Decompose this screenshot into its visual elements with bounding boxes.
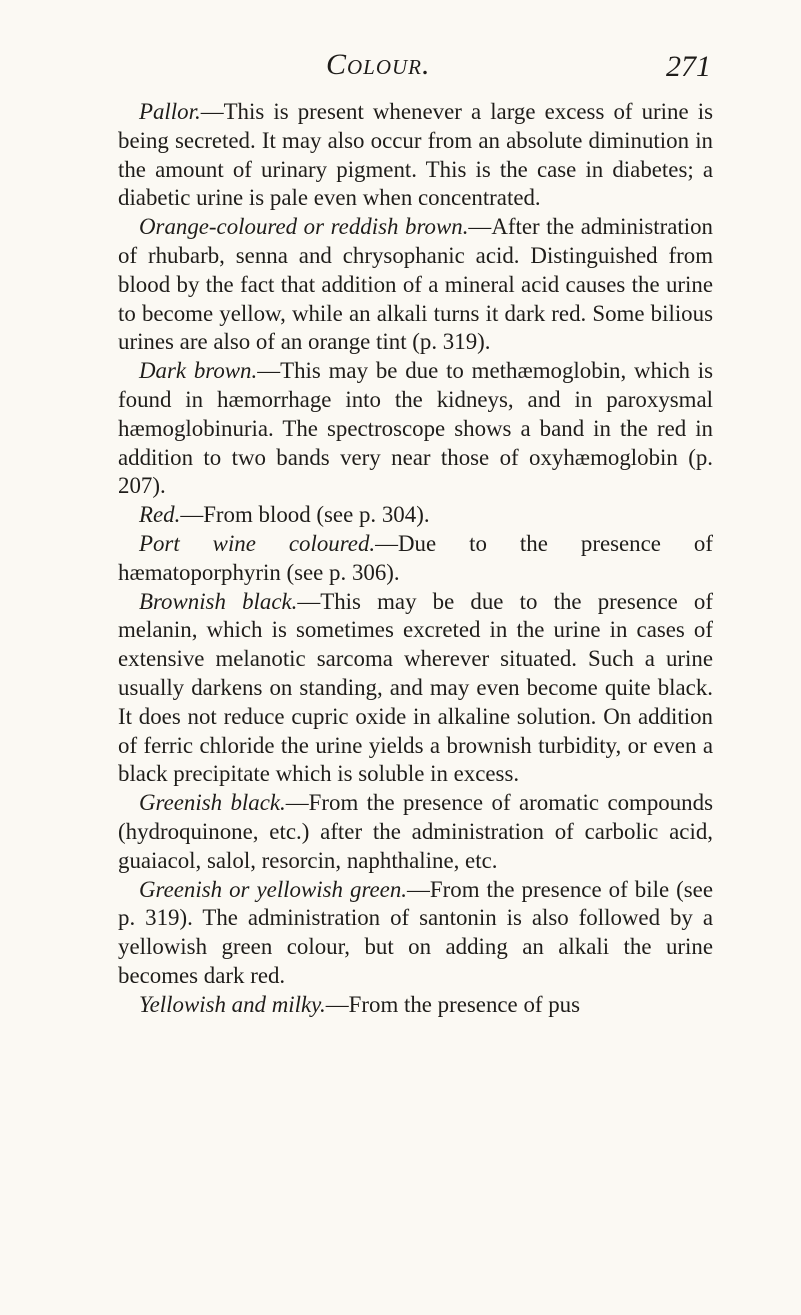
term-pallor: Pallor. xyxy=(139,99,201,124)
text-brownish-black: —This may be due to the presence of melanin, which is sometimes excreted in the urine in cases of extensive melanotic sarcoma wherever situated. Such a urine usually darkens on standing, and may even become quite black. It does not reduce cupric oxide in alkaline solution. On addition of ferric chloride the urine yields a brownish turbidity, or even a black precipitate which is soluble in excess. xyxy=(118,588,713,787)
paragraph-yellowish-milky xyxy=(118,991,713,1020)
text-port-wine: —Due to the presence of hæmatoporphyrin (see p. 306). xyxy=(118,530,713,585)
term-red: Red. xyxy=(139,502,181,528)
body-text xyxy=(118,98,713,1020)
running-title: Colour. xyxy=(326,48,431,81)
term-port-wine: Port wine coloured. xyxy=(139,530,376,556)
text-red: —From blood (see p. 304). xyxy=(180,502,430,528)
running-head xyxy=(118,46,713,98)
paragraph-greenish-black xyxy=(118,789,713,875)
text-greenish-black: —From the presence of aromatic compounds (hydroquinone, etc.) after the administration of carbolic acid, guaiacol, salol, resorcin, naphthaline, etc. xyxy=(118,790,713,873)
text-orange-coloured: —After the administration of rhubarb, senna and chrysophanic acid. Distinguished from blood by the fact that addition of a mineral acid causes the urine to become yellow, while an alkali turns it dark red. Some bilious urines are also of an orange tint (p. 319). xyxy=(118,214,713,355)
term-yellowish-milky: Yellowish and milky. xyxy=(139,991,326,1017)
text-greenish-or-yellowish: —From the presence of bile (see p. 319). The administration of santonin is also followed by a yellowish green colour, but on adding an alkali the urine becomes dark red. xyxy=(118,876,713,988)
paragraph-pallor xyxy=(118,98,713,213)
paragraph-brownish-black xyxy=(118,588,713,790)
term-brownish-black: Brownish black. xyxy=(139,588,298,614)
page-number: 271 xyxy=(666,50,711,83)
term-orange-coloured: Orange-coloured or reddish brown. xyxy=(139,214,469,240)
paragraph-red xyxy=(118,501,713,530)
term-greenish-black: Greenish black. xyxy=(139,790,286,816)
text-yellowish-milky: —From the presence of pus xyxy=(325,991,581,1017)
term-dark-brown: Dark brown. xyxy=(139,358,258,384)
text-dark-brown: —This may be due to methæmoglobin, which is found in hæmorrhage into the kidneys, and in paroxysmal hæmoglobinuria. The spectroscope shows a band in the red in addition to two bands very near those of oxyhæmoglobin (p. 207). xyxy=(118,358,713,499)
text-pallor: —This is present whenever a large excess of urine is being secreted. It may also occur from an absolute diminution in the amount of urinary pigment. This is the case in diabetes; a diabetic urine is pale even when concentrated. xyxy=(118,99,713,211)
paragraph-greenish-or-yellowish xyxy=(118,876,713,991)
paragraph-port-wine xyxy=(118,530,713,588)
paragraph-orange-coloured xyxy=(118,213,713,357)
paragraph-dark-brown xyxy=(118,357,713,501)
term-greenish-or-yellowish: Greenish or yellowish green. xyxy=(139,876,408,902)
